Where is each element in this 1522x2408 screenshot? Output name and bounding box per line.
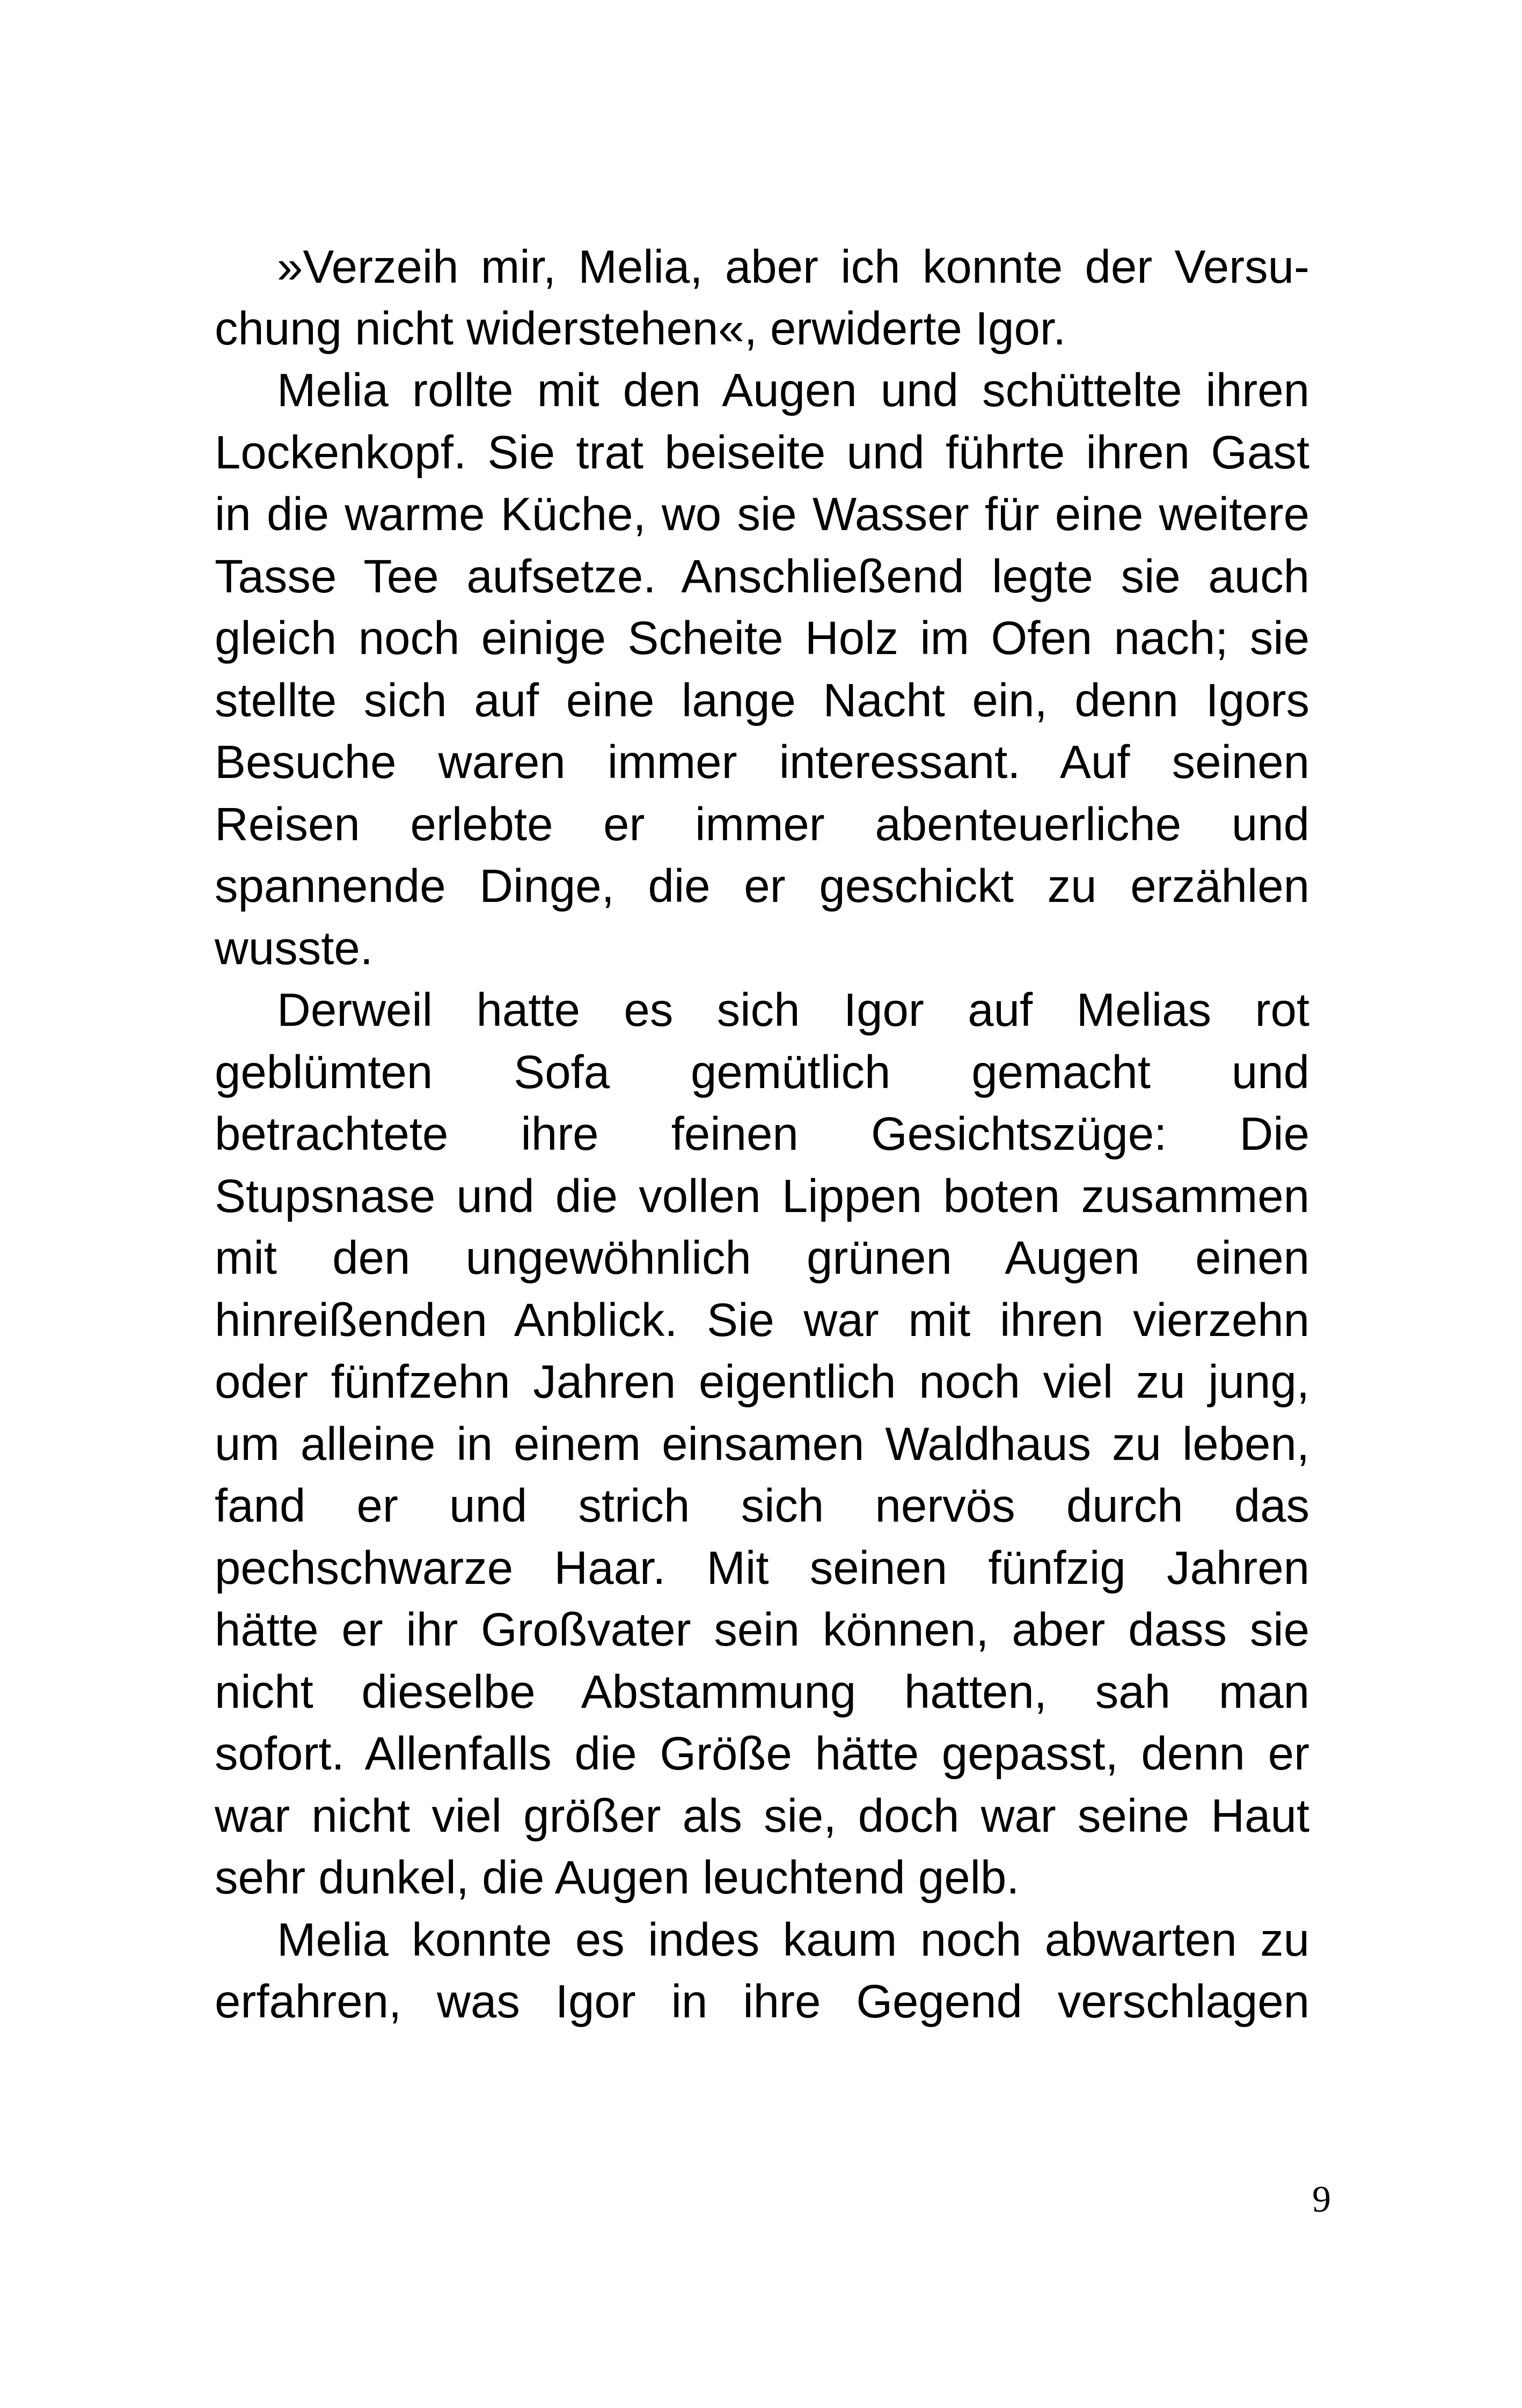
text-line: sehr dunkel, die Augen leuchtend gelb. [215,1852,1020,1904]
text-line: stellte sich auf eine lange Nacht ein, denn Igors [215,674,1309,726]
text-line: Melia konnte es indes kaum noch abwarten zu [277,1914,1309,1966]
text-line: spannende Dinge, die er geschickt zu erzählen [215,860,1309,912]
text-line: nicht dieselbe Abstammung hatten, sah man [215,1666,1309,1718]
text-line: betrachtete ihre feinen Gesichtszüge: Die [215,1108,1309,1160]
text-line: in die warme Küche, wo sie Wasser für eine weitere [215,488,1309,540]
text-line: war nicht viel größer als sie, doch war seine Haut [215,1790,1309,1842]
text-line: gleich noch einige Scheite Holz im Ofen nach; sie [215,612,1309,664]
text-line: »Verzeih mir, Melia, aber ich konnte der Versu- [277,241,1309,293]
text-line: Tasse Tee aufsetze. Anschließend legte sie auch [215,550,1309,603]
text-line: Reisen erlebte er immer abenteuerliche und [215,798,1309,850]
text-line: sofort. Allenfalls die Größe hätte gepasst, denn er [215,1728,1309,1780]
text-line: geblümten Sofa gemütlich gemacht und [215,1046,1309,1098]
text-line: mit den ungewöhnlich grünen Augen einen [215,1232,1309,1284]
text-line: erfahren, was Igor in ihre Gegend verschlagen [215,1976,1309,2028]
page-body [215,0,1309,2408]
text-line: um alleine in einem einsamen Waldhaus zu leben, [215,1418,1309,1470]
text-line: Lockenkopf. Sie trat beiseite und führte ihren Gast [215,427,1309,479]
text-line: Melia rollte mit den Augen und schüttelte ihren [277,364,1309,416]
text-line: Stupsnase und die vollen Lippen boten zusammen [215,1170,1309,1222]
text-line: oder fünfzehn Jahren eigentlich noch viel zu jung, [215,1356,1309,1408]
text-line: hinreißenden Anblick. Sie war mit ihren vierzehn [215,1294,1309,1346]
text-line: Besuche waren immer interessant. Auf seinen [215,736,1309,788]
text-line: chung nicht widerstehen«, erwiderte Igor. [215,303,1066,355]
text-line: hätte er ihr Großvater sein können, aber dass sie [215,1604,1309,1656]
text-line: wusste. [215,922,373,974]
text-line: Derweil hatte es sich Igor auf Melias rot [277,984,1309,1036]
text-line: pechschwarze Haar. Mit seinen fünfzig Jahren [215,1542,1309,1594]
text-line: fand er und strich sich nervös durch das [215,1480,1309,1532]
page-number: 9 [1312,2179,1331,2220]
